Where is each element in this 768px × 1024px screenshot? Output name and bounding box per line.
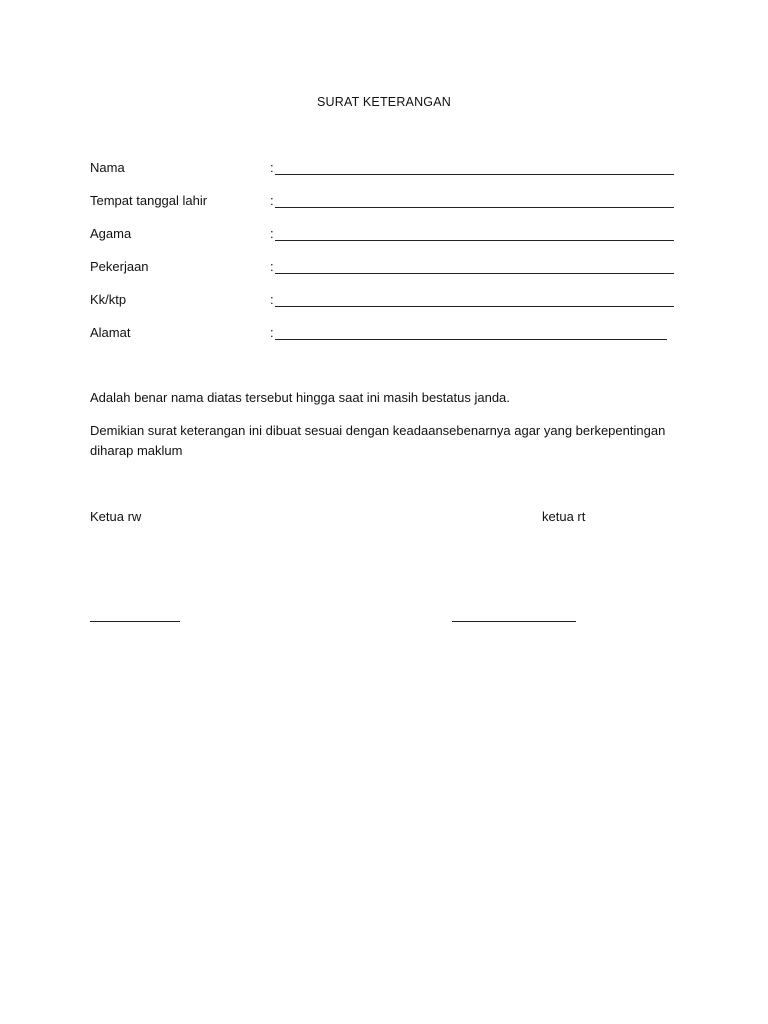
field-label: Pekerjaan [90,259,149,274]
signature-line-ketua-rw [90,621,180,622]
document-title: SURAT KETERANGAN [316,95,451,109]
field-row-pekerjaan [90,259,610,277]
fill-in-line [275,174,674,175]
fill-in-line [275,207,674,208]
signature-line-ketua-rt [452,621,576,622]
fill-in-line [275,306,674,307]
field-row-kk-ktp [90,292,610,310]
field-label: Nama [90,160,125,175]
signature-label-ketua-rt: ketua rt [542,509,586,524]
closing-paragraph: Demikian surat keterangan ini dibuat sesuai dengan keadaansebenarnya agar yang berkepentingan diharap maklum [90,423,666,458]
field-label: Kk/ktp [90,292,127,307]
field-colon: : [270,193,274,208]
field-colon: : [270,259,274,274]
statement-paragraph: Adalah benar nama diatas tersebut hingga saat ini masih bestatus janda. [90,390,510,405]
field-colon: : [270,226,274,241]
fill-in-line [275,240,674,241]
field-row-nama [90,160,610,178]
fill-in-line [275,339,667,340]
field-colon: : [270,292,274,307]
signature-label-ketua-rw: Ketua rw [90,509,142,524]
field-colon: : [270,160,274,175]
fill-in-line [275,273,674,274]
field-row-tempat-tanggal-lahir [90,193,610,211]
field-label: Alamat [90,325,131,340]
field-label: Tempat tanggal lahir [90,193,208,208]
field-row-agama [90,226,610,244]
field-row-alamat [90,325,610,343]
field-label: Agama [90,226,132,241]
field-colon: : [270,325,274,340]
